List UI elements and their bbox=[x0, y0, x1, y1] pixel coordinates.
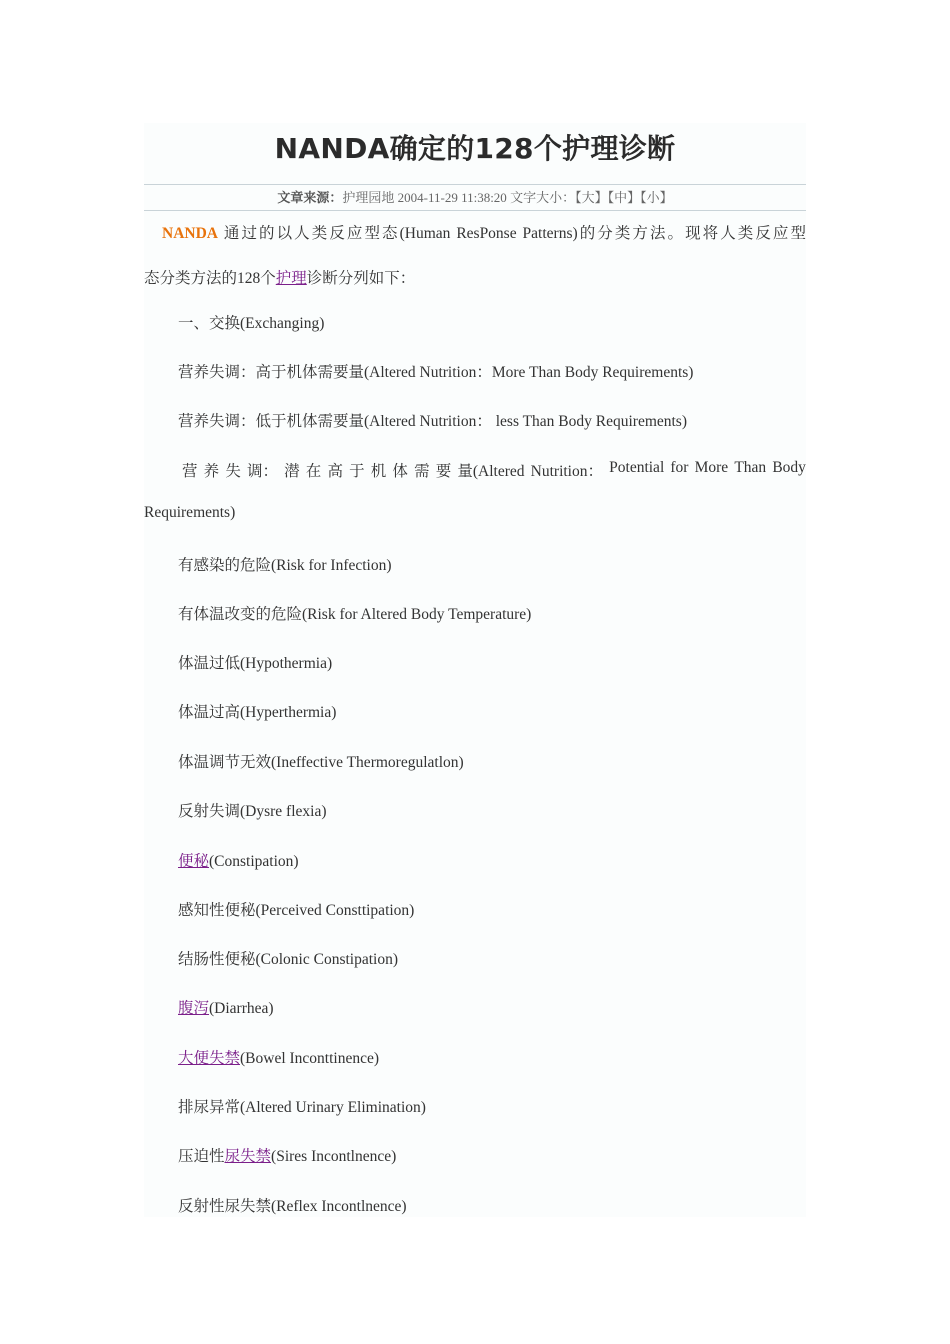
spread-word: 机 bbox=[370, 463, 387, 480]
article-container bbox=[144, 123, 806, 1217]
article-meta bbox=[144, 185, 806, 210]
intro-line-1-text: 通过的以人类反应型态(Human ResPonse Patterns)的分类方法。现将人类反应型 bbox=[223, 225, 806, 242]
list-item: 反射性尿失禁(Reflex Incontlnence) bbox=[178, 1198, 407, 1215]
list-item bbox=[178, 996, 806, 1018]
list-item: 有体温改变的危险(Risk for Altered Body Temperature) bbox=[178, 606, 532, 623]
nursing-link[interactable]: 护理 bbox=[275, 270, 307, 287]
spread-word: 高 bbox=[327, 463, 343, 480]
intro-line-1 bbox=[162, 221, 806, 243]
list-item-text: (Bowel Inconttinence) bbox=[240, 1050, 380, 1067]
font-size-large-button[interactable]: 【大】 bbox=[575, 190, 608, 205]
list-item: 体温过高(Hyperthermia) bbox=[178, 704, 337, 721]
list-item-text: (Diarrhea) bbox=[209, 1000, 274, 1017]
spread-word: Nutrition： bbox=[530, 463, 603, 480]
spread-word: 需 bbox=[414, 463, 430, 480]
spread-word: for bbox=[670, 459, 689, 476]
spread-word: 体 bbox=[392, 463, 408, 480]
list-item-continuation: Requirements) bbox=[144, 504, 236, 521]
spread-word: Body bbox=[772, 459, 806, 476]
urinary-incontinence-link[interactable]: 尿失禁 bbox=[224, 1148, 272, 1165]
constipation-link[interactable]: 便秘 bbox=[178, 853, 210, 870]
spread-word: 于 bbox=[349, 463, 365, 480]
spread-word: 失 bbox=[225, 463, 241, 480]
list-item: 有感染的危险(Risk for Infection) bbox=[178, 557, 392, 574]
article-title: NANDA确定的128个护理诊断 bbox=[274, 132, 676, 165]
spread-word: 养 bbox=[203, 463, 220, 480]
spread-word: 营 bbox=[182, 463, 198, 480]
list-item-text: (Sires Incontlnence) bbox=[271, 1148, 397, 1165]
font-size-small-button[interactable]: 【小】 bbox=[640, 190, 673, 205]
spread-word: 潜 bbox=[284, 463, 300, 480]
list-item bbox=[178, 1046, 806, 1068]
spread-word: 量(Altered bbox=[457, 463, 525, 480]
source-label: 文章来源： bbox=[277, 190, 343, 205]
list-item: 营养失调：高于机体需要量(Altered Nutrition：More Than Body Requirements) bbox=[178, 364, 694, 381]
publish-datetime: 2004-11-29 11:38:20 bbox=[397, 190, 507, 205]
list-item: 排尿异常(Altered Urinary Elimination) bbox=[178, 1099, 426, 1116]
list-item bbox=[182, 459, 806, 481]
bowel-incontinence-link[interactable]: 大便失禁 bbox=[178, 1050, 241, 1067]
spread-word: 在 bbox=[305, 463, 322, 480]
list-item: 反射失调(Dysre flexia) bbox=[178, 803, 327, 820]
intro-line-2 bbox=[144, 266, 806, 288]
font-size-medium-button[interactable]: 【中】 bbox=[607, 190, 641, 205]
font-size-label: 文字大小： bbox=[510, 190, 576, 205]
list-item bbox=[178, 849, 806, 871]
list-item-text: 压迫性 bbox=[178, 1148, 225, 1165]
nanda-brand: NANDA bbox=[162, 225, 218, 242]
intro-line-2-text-a: 态分类方法的128个 bbox=[144, 270, 276, 287]
list-item: 体温过低(Hypothermia) bbox=[178, 655, 333, 672]
list-item: 感知性便秘(Perceived Consttipation) bbox=[178, 902, 415, 919]
list-item bbox=[178, 1144, 806, 1166]
intro-line-2-text-b: 诊断分列如下： bbox=[306, 270, 416, 287]
spread-word: Than bbox=[734, 459, 767, 476]
list-item: 结肠性便秘(Colonic Constipation) bbox=[178, 951, 399, 968]
list-item-text: (Constipation) bbox=[209, 853, 299, 870]
source-value: 护理园地 bbox=[342, 190, 395, 205]
spread-word: 要 bbox=[435, 463, 452, 480]
list-item: 体温调节无效(Ineffective Thermoregulatlon) bbox=[178, 754, 464, 771]
section-heading: 一、交换(Exchanging) bbox=[178, 315, 325, 332]
list-item: 营养失调：低于机体需要量(Altered Nutrition： less Than Body Requirements) bbox=[178, 413, 688, 430]
diarrhea-link[interactable]: 腹泻 bbox=[178, 1000, 210, 1017]
meta-divider bbox=[144, 210, 806, 211]
spread-word: Potential bbox=[609, 459, 665, 476]
spread-word: 调： bbox=[246, 463, 278, 480]
spread-word: More bbox=[694, 459, 729, 476]
